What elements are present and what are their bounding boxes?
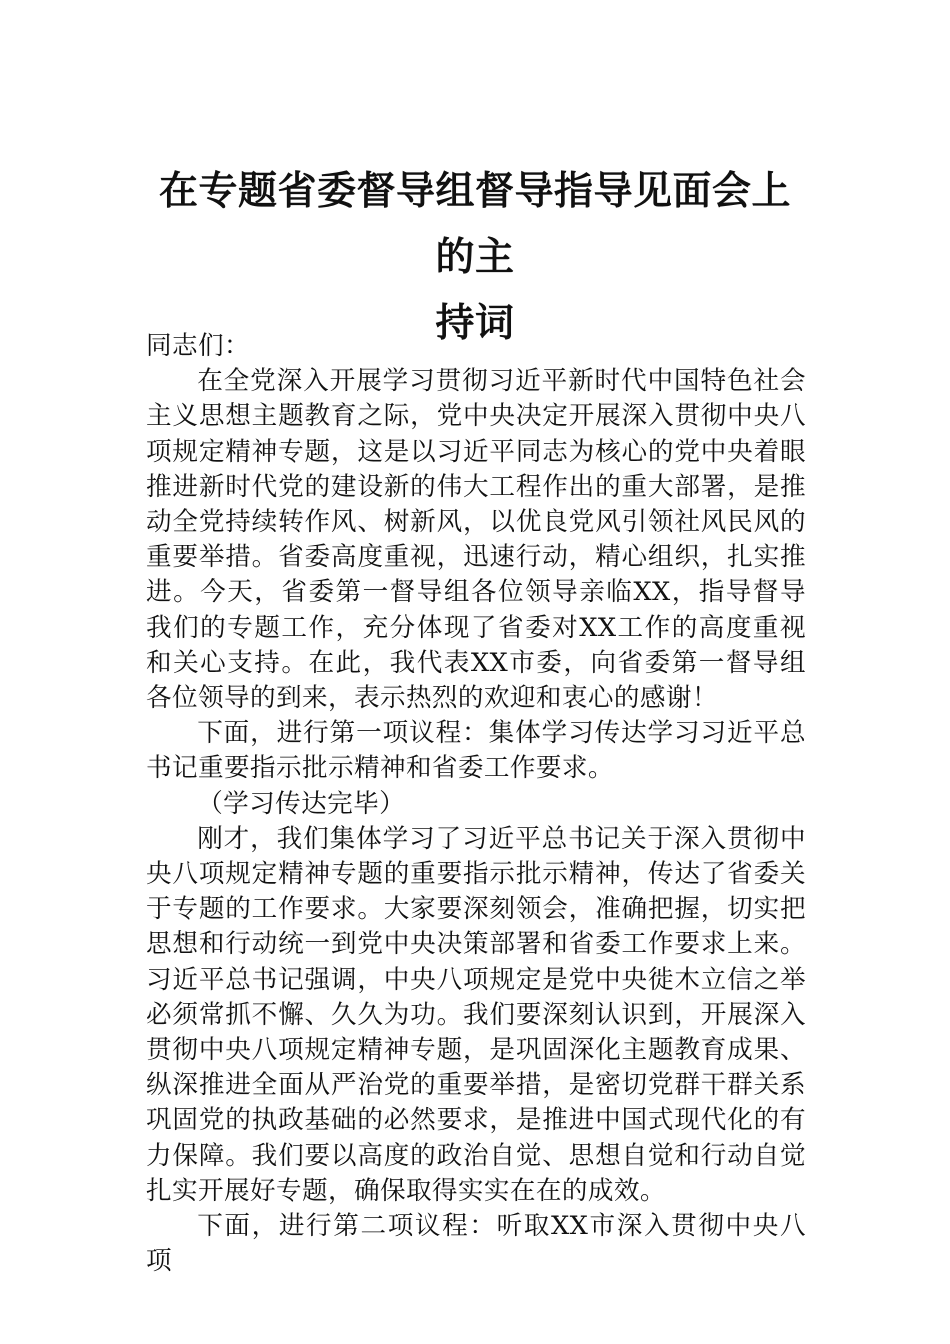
title-line-2: 持词	[435, 300, 515, 346]
paragraph-opening: 在全党深入开展学习贯彻习近平新时代中国特色社会主义思想主题教育之际，党中央决定开展深入贯彻中央八项规定精神专题，这是以习近平同志为核心的党中央着眼推进新时代党的建设新的伟大工程作出的重大部署，是推动全党持续转作风、树新风，以优良党风引领社风民风的重要举措。省委高度重视，迅速行动，精心组织，扎实推进。今天，省委第一督导组各位领导亲临XX，指导督导我们的专题工作，充分体现了省委对XX工作的高度重视和关心支持。在此，我代表XX市委，向省委第一督导组各位领导的到来，表示热烈的欢迎和衷心的感谢！	[146, 366, 806, 714]
document-body	[146, 329, 806, 1279]
paragraph-summary: 刚才，我们集体学习了习近平总书记关于深入贯彻中央八项规定精神专题的重要指示批示精神，传达了省委关于专题的工作要求。大家要深刻领会，准确把握，切实把思想和行动统一到党中央决策部署和省委工作要求上来。习近平总书记强调，中央八项规定是党中央徙木立信之举必须常抓不懈、久久为功。我们要深刻认识到，开展深入贯彻中央八项规定精神专题，是巩固深化主题教育成果、纵深推进全面从严治党的重要举措，是密切党群干群关系巩固党的执政基础的必然要求，是推进中国式现代化的有力保障。我们要以高度的政治自觉、思想自觉和行动自觉扎实开展好专题，确保取得实实在在的成效。	[146, 823, 806, 1206]
document-title	[140, 158, 810, 356]
paragraph-agenda-2: 下面，进行第二项议程：听取XX市深入贯彻中央八项	[146, 1211, 806, 1277]
greeting: 同志们：	[146, 331, 250, 361]
paragraph-note: （学习传达完毕）	[197, 788, 406, 819]
paragraph-agenda-1: 下面，进行第一项议程：集体学习传达学习习近平总书记重要指示批示精神和省委工作要求。	[146, 718, 806, 784]
title-line-1: 在专题省委督导组督导指导见面会上的主	[158, 168, 791, 280]
